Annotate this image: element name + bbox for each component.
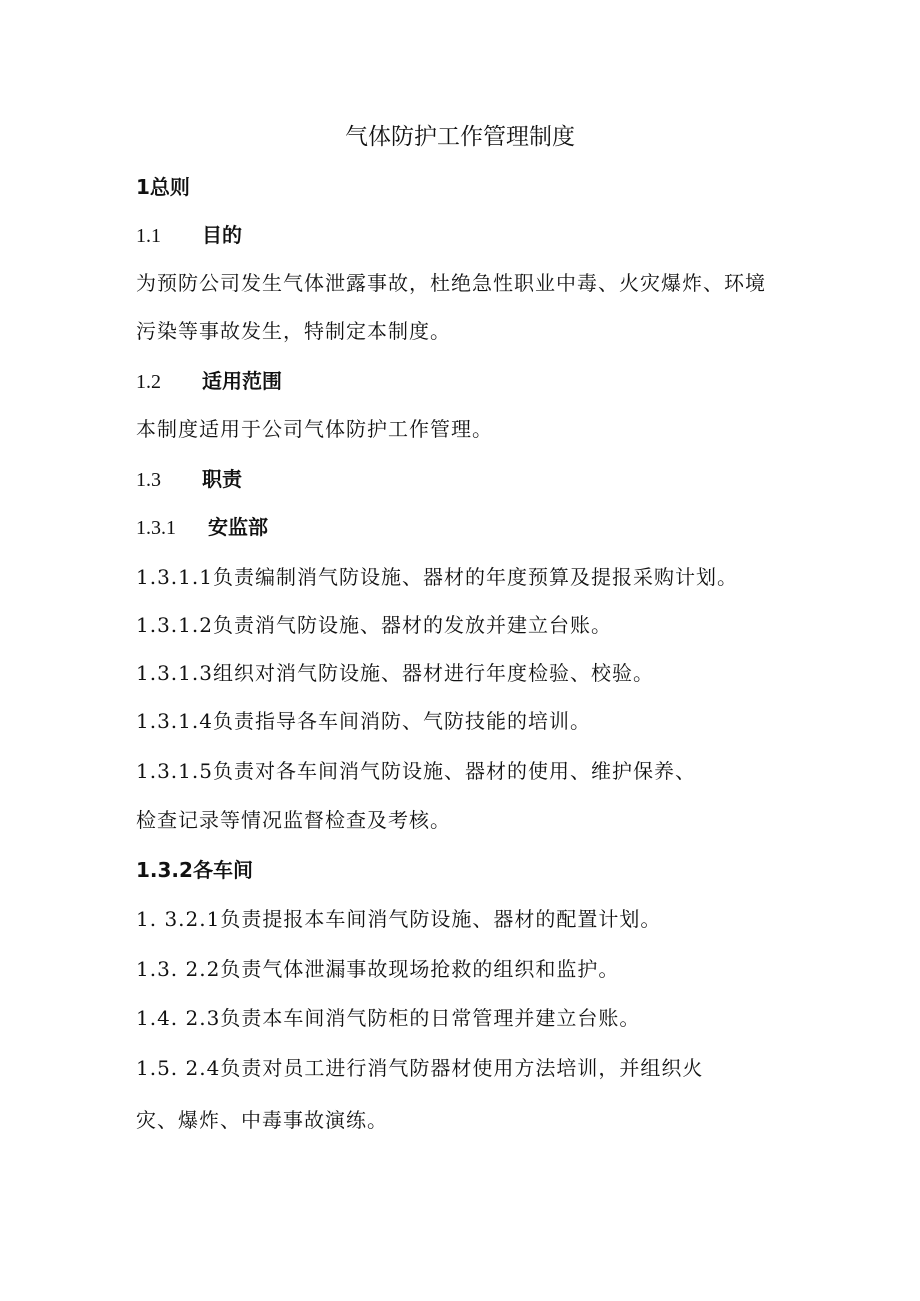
- subsection-number: 1.3.1: [136, 517, 176, 539]
- list-item-continuation: 灾、爆炸、中毒事故演练。: [136, 1108, 388, 1132]
- subsection-number: 1.2: [136, 371, 161, 393]
- subsection-number: 1.1: [136, 225, 161, 247]
- list-item: 1.3.1.5负责对各车间消气防设施、器材的使用、维护保养、: [136, 759, 696, 783]
- subsection-heading-purpose: [136, 221, 242, 250]
- list-item: 1.4. 2.3负责本车间消气防柜的日常管理并建立台账。: [136, 1006, 641, 1030]
- subsection-number: 1.3: [136, 469, 161, 491]
- list-item: 1.3. 2.2负责气体泄漏事故现场抢救的组织和监护。: [136, 957, 620, 981]
- document-title: 气体防护工作管理制度: [345, 124, 575, 150]
- purpose-paragraph-line-1: 为预防公司发生气体泄露事故，杜绝急性职业中毒、火灾爆炸、环境: [136, 271, 766, 295]
- subsection-label: 目的: [202, 223, 242, 247]
- subsection-heading-workshops: 1.3.2各车间: [136, 858, 253, 882]
- subsection-label: 适用范围: [202, 369, 282, 393]
- list-item: 1.3.1.1负责编制消气防设施、器材的年度预算及提报采购计划。: [136, 565, 738, 589]
- subsection-label: 职责: [202, 467, 242, 491]
- purpose-paragraph-line-2: 污染等事故发生，特制定本制度。: [136, 319, 451, 343]
- list-item: 1. 3.2.1负责提报本车间消气防设施、器材的配置计划。: [136, 907, 662, 931]
- list-item-continuation: 检查记录等情况监督检查及考核。: [136, 808, 451, 832]
- subsection-heading-duties: [136, 465, 242, 494]
- list-item: 1.3.1.2负责消气防设施、器材的发放并建立台账。: [136, 613, 612, 637]
- list-item: 1.5. 2.4负责对员工进行消气防器材使用方法培训，并组织火: [136, 1056, 704, 1080]
- section-heading-general: 1总则: [136, 175, 190, 199]
- list-item: 1.3.1.3组织对消气防设施、器材进行年度检验、校验。: [136, 661, 654, 685]
- subsection-heading-safety-dept: [136, 513, 268, 542]
- scope-paragraph: 本制度适用于公司气体防护工作管理。: [136, 417, 493, 441]
- list-item: 1.3.1.4负责指导各车间消防、气防技能的培训。: [136, 709, 591, 733]
- subsection-heading-scope: [136, 367, 282, 396]
- subsection-label: 安监部: [208, 515, 268, 539]
